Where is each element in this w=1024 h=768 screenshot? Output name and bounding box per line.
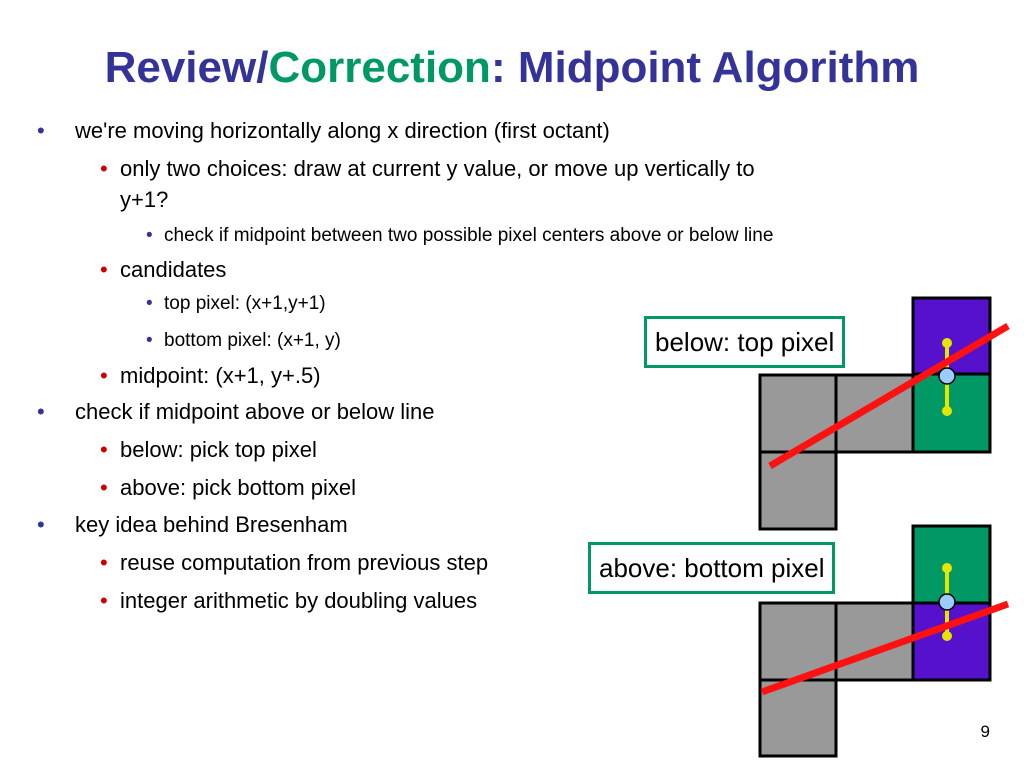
bullet-text: candidates [120, 257, 227, 282]
bullet-item: • only two choices: draw at current y value, or move up vertically to [100, 156, 755, 181]
bullet-item: • reuse computation from previous step [100, 550, 489, 575]
bullet-text: y+1? [120, 187, 169, 212]
bullet-text: we're moving horizontally along x direction (first octant) [75, 118, 610, 143]
bullet-item: • midpoint: (x+1, y+.5) [100, 363, 321, 388]
top-pixel-center [942, 338, 952, 348]
bullet-item: • integer arithmetic by doubling values [100, 588, 478, 613]
bottom-pixel-center [942, 406, 952, 416]
top-pixel-center [942, 563, 952, 573]
bullet-text: check if midpoint above or below line [75, 399, 435, 424]
bullet-text: below: pick top pixel [120, 437, 317, 462]
midpoint-dot [939, 594, 955, 610]
bullet-item: • top pixel: (x+1,y+1) [146, 293, 326, 314]
bullet-text: reuse computation from previous step [120, 550, 489, 575]
bullet-item: • check if midpoint above or below line [37, 399, 435, 424]
title-correction: Correction [268, 43, 491, 92]
bullet-text: key idea behind Bresenham [75, 512, 348, 537]
bullet-text: above: pick bottom pixel [120, 475, 357, 500]
bullet-item: • above: pick bottom pixel [100, 475, 357, 500]
title-midpoint-algorithm: : Midpoint Algorithm [490, 43, 920, 92]
bullet-text: check if midpoint between two possible pixel centers above or below line [164, 225, 774, 246]
bullet-item: • below: pick top pixel [100, 437, 317, 462]
bottom-pixel-center [942, 631, 952, 641]
page-number: 9 [980, 722, 990, 741]
midpoint-dot [939, 368, 955, 384]
bullet-item: • candidates [100, 257, 227, 282]
bullet-text: integer arithmetic by doubling values [120, 588, 478, 613]
bullet-text: only two choices: draw at current y value, or move up vertically to [120, 156, 755, 181]
top-pixel-green [913, 526, 990, 603]
bullet-item: • bottom pixel: (x+1, y) [146, 330, 341, 351]
label-above-bottom-pixel: above: bottom pixel [588, 542, 835, 594]
label-below-top-pixel: below: top pixel [644, 316, 845, 368]
bullet-text: top pixel: (x+1,y+1) [164, 293, 326, 314]
bullet-item: • check if midpoint between two possible pixel centers above or below line [146, 225, 774, 246]
bullet-text: midpoint: (x+1, y+.5) [120, 363, 321, 388]
bullet-text: bottom pixel: (x+1, y) [164, 330, 341, 351]
bullet-item: • key idea behind Bresenham [37, 512, 348, 537]
title-review: Review/ [104, 43, 269, 92]
bullet-item: • we're moving horizontally along x direction (first octant) [37, 118, 610, 143]
grid-cell [760, 375, 836, 452]
